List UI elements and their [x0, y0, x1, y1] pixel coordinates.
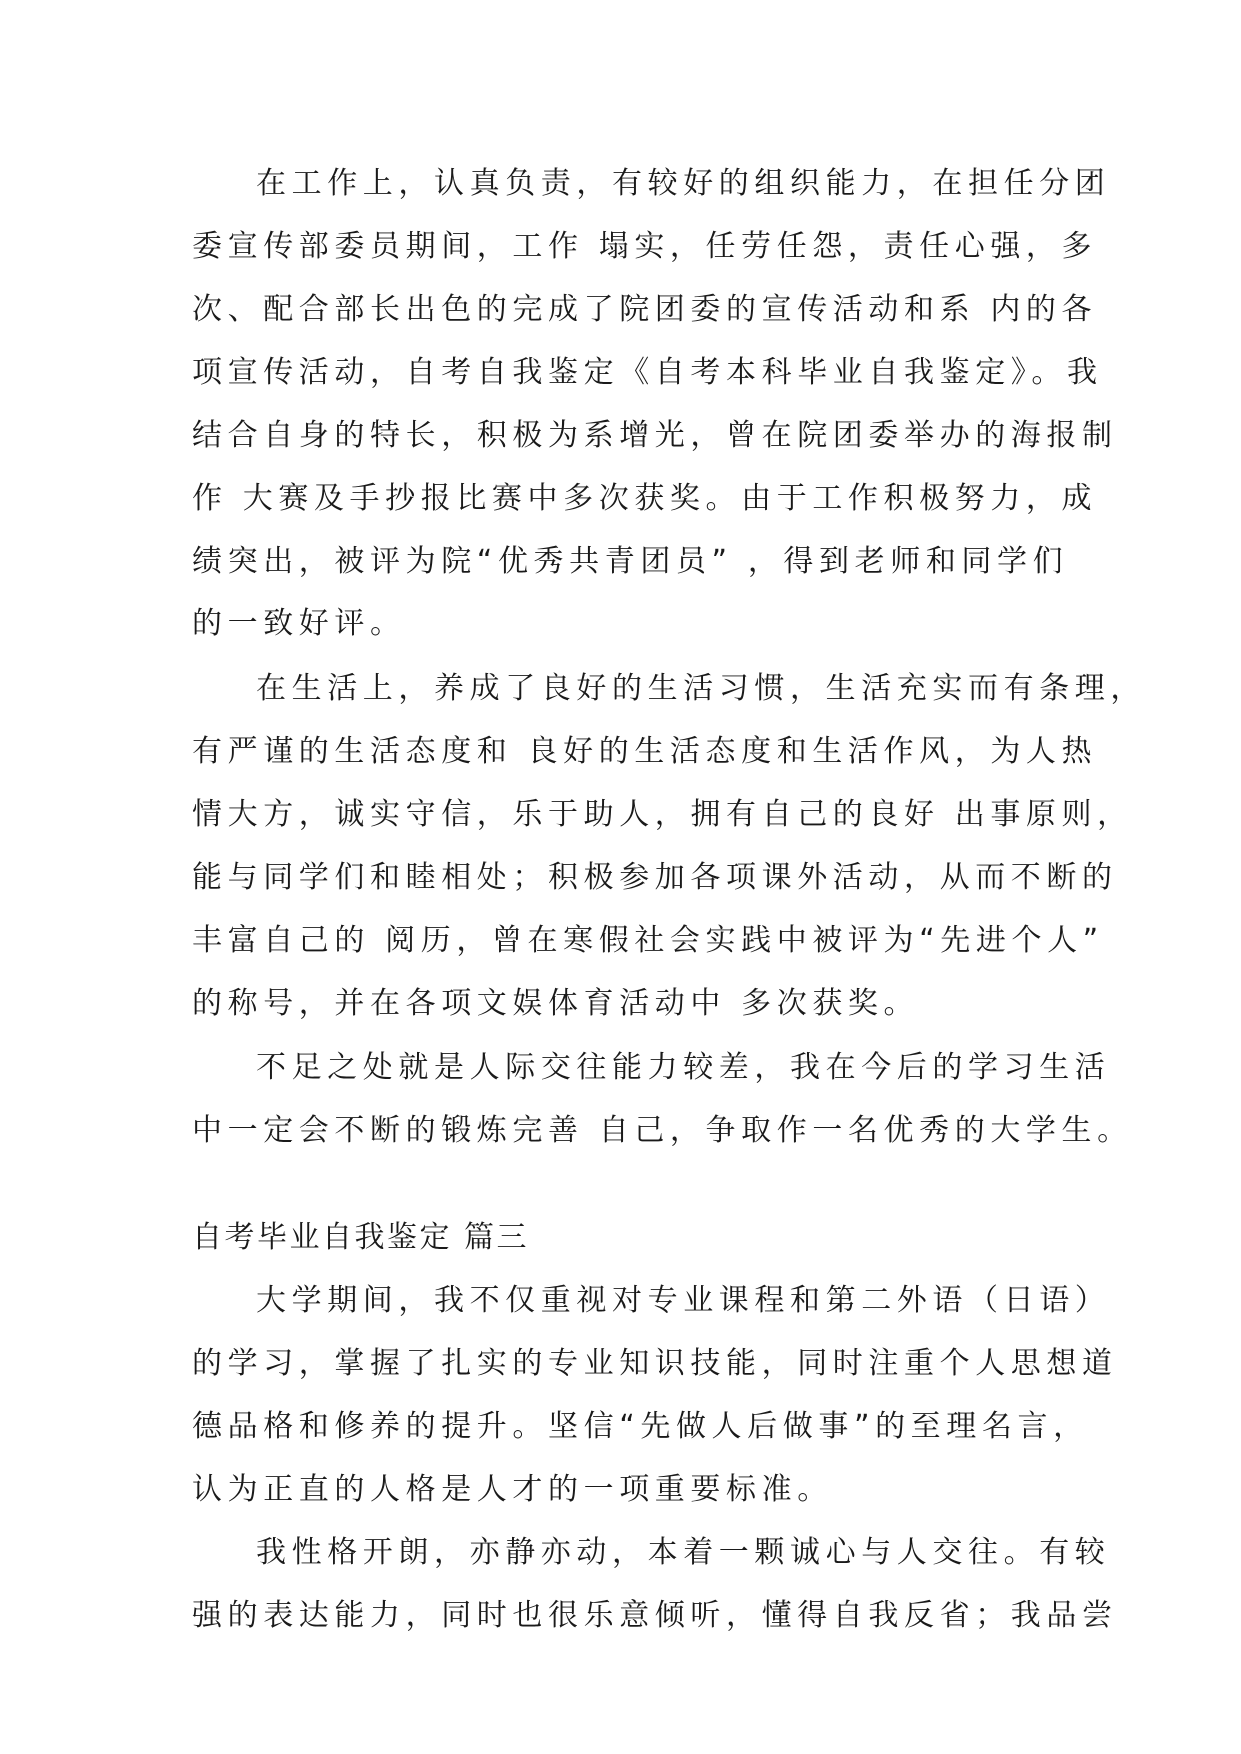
paragraph-line: 委宣传部委员期间，工作 塌实，任劳任怨，责任心强，多 — [192, 229, 1098, 264]
paragraph-line: 中一定会不断的锻炼完善 自己，争取作一名优秀的大学生。 — [192, 1113, 1133, 1148]
paragraph-line: 在生活上，养成了良好的生活习惯，生活充实而有条理， — [256, 671, 1146, 706]
paragraph-line: 不足之处就是人际交往能力较差，我在今后的学习生活 — [256, 1050, 1111, 1085]
paragraph-line: 项宣传活动，自考自我鉴定《自考本科毕业自我鉴定》。我 — [192, 355, 1103, 390]
paragraph-line: 结合自身的特长，积极为系增光，曾在院团委举办的海报制 — [192, 418, 1118, 453]
paragraph-line: 强的表达能力，同时也很乐意倾听，懂得自我反省；我品尝 — [192, 1598, 1118, 1633]
paragraph-line: 我性格开朗，亦静亦动，本着一颗诚心与人交往。有较 — [256, 1535, 1111, 1570]
paragraph-line: 在工作上，认真负责，有较好的组织能力，在担任分团 — [256, 166, 1111, 201]
paragraph-line: 德品格和修养的提升。坚信“先做人后做事”的至理名言， — [192, 1409, 1089, 1444]
paragraph-line: 有严谨的生活态度和 良好的生活态度和生活作风，为人热 — [192, 734, 1098, 769]
paragraph-line: 的学习，掌握了扎实的专业知识技能，同时注重个人思想道 — [192, 1346, 1118, 1381]
section-heading: 自考毕业自我鉴定 篇三 — [192, 1220, 530, 1255]
paragraph-line: 丰富自己的 阅历，曾在寒假社会实践中被评为“先进个人” — [192, 923, 1104, 958]
paragraph-line: 作 大赛及手抄报比赛中多次获奖。由于工作积极努力，成 — [192, 481, 1098, 516]
paragraph-line: 认为正直的人格是人才的一项重要标准。 — [192, 1472, 833, 1507]
paragraph-line: 情大方，诚实守信，乐于助人，拥有自己的良好 出事原则， — [192, 797, 1133, 832]
paragraph-line: 大学期间，我不仅重视对专业课程和第二外语（日语） — [256, 1283, 1111, 1318]
paragraph-line: 的称号，并在各项文娱体育活动中 多次获奖。 — [192, 986, 920, 1021]
paragraph-line: 次、配合部长出色的完成了院团委的宣传活动和系 内的各 — [192, 292, 1098, 327]
paragraph-line: 能与同学们和睦相处；积极参加各项课外活动，从而不断的 — [192, 860, 1118, 895]
paragraph-line: 绩突出，被评为院“优秀共青团员” ，得到老师和同学们 — [192, 544, 1069, 579]
paragraph-line: 的一致好评。 — [192, 606, 406, 641]
